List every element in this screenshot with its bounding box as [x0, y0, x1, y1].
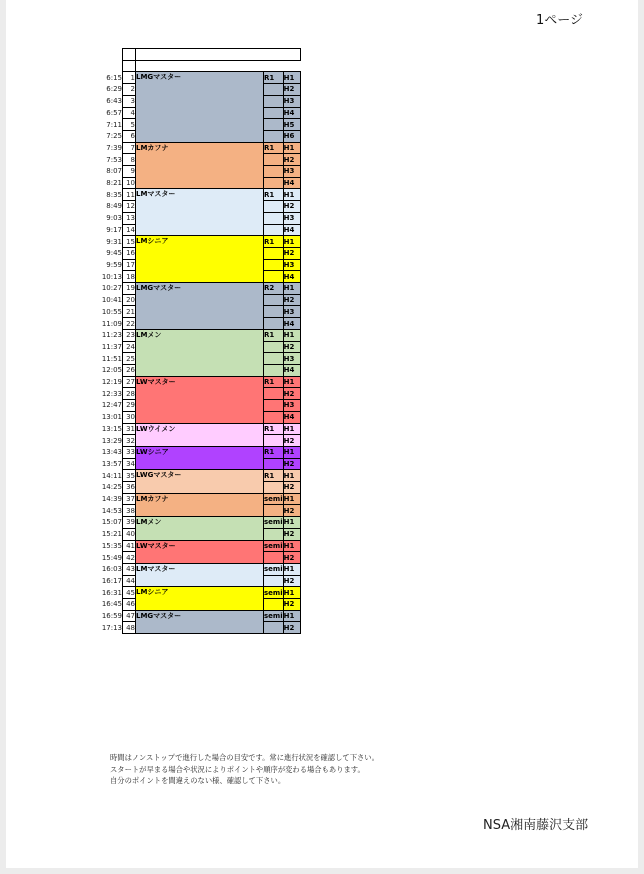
heat-label: H2: [283, 552, 300, 564]
heat-row: [88, 84, 300, 96]
heat-number: 17: [123, 259, 136, 271]
heat-row: [88, 177, 300, 189]
round-label: [264, 400, 284, 412]
heat-row: [88, 458, 300, 470]
round-label: [264, 212, 284, 224]
round-label: semi: [264, 518, 283, 527]
heat-time: 8:35: [106, 190, 122, 199]
round-label: [264, 130, 284, 142]
division-name: [136, 154, 264, 166]
heat-number: 21: [123, 306, 136, 318]
heat-label: H5: [283, 119, 300, 131]
heat-number: 23: [123, 329, 136, 341]
heat-label: H1: [283, 423, 300, 435]
heat-row: [88, 294, 300, 306]
heat-time: 13:57: [101, 459, 122, 468]
heat-label: H3: [283, 259, 300, 271]
division-name: LMマスター: [136, 189, 264, 201]
heat-row: [88, 540, 300, 552]
round-label: [264, 84, 284, 96]
heat-row: [88, 388, 300, 400]
division-name: [136, 119, 264, 131]
heat-label: H1: [283, 610, 300, 622]
round-label: semi: [264, 565, 283, 574]
heat-row: [88, 517, 300, 529]
heat-time: 14:25: [101, 483, 122, 492]
heat-number: 38: [123, 505, 136, 517]
round-label: [264, 353, 284, 365]
heat-time: 16:31: [101, 588, 122, 597]
heat-label: H1: [283, 329, 300, 341]
heat-time: 16:17: [101, 576, 122, 585]
round-label: [264, 341, 284, 353]
division-name: LWシニア: [136, 446, 264, 458]
heat-row: [88, 470, 300, 482]
heat-label: H2: [283, 528, 300, 540]
heat-row: [88, 446, 300, 458]
division-name: [136, 294, 264, 306]
heat-number: 33: [123, 446, 136, 458]
round-label: [264, 107, 284, 119]
round-label: [264, 622, 284, 634]
heat-label: H3: [283, 400, 300, 412]
heat-label: H4: [283, 107, 300, 119]
division-name: [136, 599, 264, 611]
heat-row: [88, 107, 300, 119]
heat-number: 22: [123, 318, 136, 330]
division-name: [136, 130, 264, 142]
heat-row: [88, 610, 300, 622]
heat-number: 30: [123, 411, 136, 423]
notes: [110, 752, 379, 787]
division-name: [136, 505, 264, 517]
heat-row: [88, 528, 300, 540]
heat-number: 39: [123, 517, 136, 529]
heat-label: H2: [283, 458, 300, 470]
heat-row: [88, 236, 300, 248]
division-name: [136, 400, 264, 412]
round-label: [264, 201, 284, 213]
heat-time: 11:23: [101, 331, 122, 340]
heat-row: [88, 142, 300, 154]
heat-time: 12:19: [101, 378, 122, 387]
division-name: LMメン: [136, 517, 264, 529]
header-row: [88, 49, 300, 61]
division-name: LMシニア: [136, 236, 264, 248]
round-label: R1: [264, 446, 284, 458]
division-name: [136, 166, 264, 178]
round-label: [264, 552, 284, 564]
heat-number: 18: [123, 271, 136, 283]
round-label: R2: [264, 283, 284, 295]
heat-time: 16:45: [101, 600, 122, 609]
heat-number: 4: [123, 107, 136, 119]
heat-number: 43: [123, 563, 136, 575]
division-name: [136, 107, 264, 119]
heat-label: H1: [283, 563, 300, 575]
division-name: [136, 482, 264, 494]
heat-label: H2: [283, 435, 300, 447]
heat-number: 40: [123, 528, 136, 540]
heat-number: 37: [123, 493, 136, 505]
round-label: [264, 435, 284, 447]
heat-label: H1: [283, 470, 300, 482]
heat-number: 16: [123, 247, 136, 259]
heat-label: H2: [283, 482, 300, 494]
heat-row: [88, 212, 300, 224]
heat-number: 20: [123, 294, 136, 306]
division-name: LMGマスター: [136, 283, 264, 295]
heat-number: 48: [123, 622, 136, 634]
division-name: [136, 259, 264, 271]
heat-row: [88, 482, 300, 494]
round-label: R1: [264, 189, 284, 201]
heat-row: [88, 364, 300, 376]
heat-row: [88, 435, 300, 447]
heat-time: 12:05: [101, 366, 122, 375]
heat-row: [88, 119, 300, 131]
heat-label: H2: [283, 388, 300, 400]
round-label: [264, 388, 284, 400]
heat-label: H4: [283, 271, 300, 283]
heat-schedule-table: [88, 48, 301, 634]
division-name: [136, 622, 264, 634]
heat-label: H2: [283, 201, 300, 213]
heat-number: 27: [123, 376, 136, 388]
heat-time: 16:03: [101, 565, 122, 574]
round-label: [264, 306, 284, 318]
note-line: 時間はノンストップで進行した場合の目安です。常に進行状況を確認して下さい。: [110, 753, 379, 762]
heat-label: H2: [283, 599, 300, 611]
heat-label: H1: [283, 72, 300, 84]
heat-label: H1: [283, 493, 300, 505]
heat-time: 8:07: [106, 167, 122, 176]
division-name: [136, 575, 264, 587]
heat-time: 15:07: [101, 518, 122, 527]
heat-row: [88, 271, 300, 283]
heat-number: 32: [123, 435, 136, 447]
heat-label: H2: [283, 84, 300, 96]
division-name: [136, 341, 264, 353]
heat-label: H2: [283, 622, 300, 634]
heat-label: H1: [283, 540, 300, 552]
round-label: [264, 247, 284, 259]
heat-time: 12:33: [101, 389, 122, 398]
division-name: [136, 84, 264, 96]
heat-label: H1: [283, 189, 300, 201]
heat-row: [88, 166, 300, 178]
heat-time: 7:25: [106, 132, 122, 141]
heat-row: [88, 154, 300, 166]
heat-time: 8:21: [106, 179, 122, 188]
heat-number: 45: [123, 587, 136, 599]
heat-time: 11:51: [101, 354, 122, 363]
division-name: [136, 552, 264, 564]
heat-row: [88, 329, 300, 341]
heat-number: 19: [123, 283, 136, 295]
heat-time: 6:29: [106, 85, 122, 94]
heat-label: H2: [283, 505, 300, 517]
round-label: [264, 177, 284, 189]
round-label: [264, 294, 284, 306]
round-label: [264, 154, 284, 166]
heat-label: H4: [283, 224, 300, 236]
document-page: [6, 0, 638, 868]
heat-number: 7: [123, 142, 136, 154]
heat-time: 12:47: [101, 401, 122, 410]
header-row: [88, 60, 300, 72]
heat-time: 7:53: [106, 155, 122, 164]
heat-row: [88, 563, 300, 575]
heat-label: H6: [283, 130, 300, 142]
heat-number: 8: [123, 154, 136, 166]
division-name: [136, 458, 264, 470]
heat-time: 10:55: [101, 307, 122, 316]
round-label: [264, 575, 284, 587]
heat-label: H3: [283, 353, 300, 365]
heat-number: 9: [123, 166, 136, 178]
heat-number: 28: [123, 388, 136, 400]
heat-label: H2: [283, 294, 300, 306]
heat-time: 6:15: [106, 73, 122, 82]
division-name: [136, 201, 264, 213]
heat-row: [88, 505, 300, 517]
heat-number: 46: [123, 599, 136, 611]
heat-time: 11:37: [101, 342, 122, 351]
heat-row: [88, 259, 300, 271]
heat-number: 12: [123, 201, 136, 213]
division-name: [136, 306, 264, 318]
round-label: R1: [264, 329, 284, 341]
heat-time: 14:53: [101, 506, 122, 515]
heat-label: H4: [283, 177, 300, 189]
heat-row: [88, 189, 300, 201]
heat-row: [88, 72, 300, 84]
heat-number: 6: [123, 130, 136, 142]
heat-label: H2: [283, 247, 300, 259]
round-label: [264, 364, 284, 376]
division-name: [136, 224, 264, 236]
division-name: [136, 388, 264, 400]
division-name: [136, 364, 264, 376]
organization-name: NSA湘南藤沢支部: [483, 818, 589, 833]
heat-row: [88, 306, 300, 318]
heat-time: 16:59: [101, 612, 122, 621]
round-label: R1: [264, 376, 284, 388]
round-label: [264, 599, 284, 611]
heat-time: 6:43: [106, 97, 122, 106]
heat-time: 14:11: [101, 471, 122, 480]
division-name: [136, 177, 264, 189]
heat-label: H1: [283, 236, 300, 248]
page-number: 1ページ: [536, 13, 584, 28]
heat-label: H3: [283, 212, 300, 224]
division-name: LMGマスター: [136, 610, 264, 622]
heat-time: 13:43: [101, 448, 122, 457]
heat-label: H1: [283, 142, 300, 154]
heat-number: 26: [123, 364, 136, 376]
round-label: [264, 119, 284, 131]
division-name: [136, 247, 264, 259]
heat-label: H2: [283, 575, 300, 587]
heat-label: H4: [283, 364, 300, 376]
heat-label: H3: [283, 166, 300, 178]
heat-row: [88, 341, 300, 353]
heat-number: 29: [123, 400, 136, 412]
heat-row: [88, 552, 300, 564]
heat-row: [88, 283, 300, 295]
round-label: [264, 411, 284, 423]
round-label: [264, 505, 284, 517]
heat-row: [88, 318, 300, 330]
heat-time: 10:13: [101, 272, 122, 281]
heat-time: 8:49: [106, 202, 122, 211]
heat-label: H1: [283, 376, 300, 388]
heat-label: H3: [283, 306, 300, 318]
heat-time: 15:49: [101, 553, 122, 562]
heat-time: 15:35: [101, 541, 122, 550]
heat-time: 10:41: [101, 296, 122, 305]
round-label: R1: [264, 470, 284, 482]
heat-time: 9:17: [106, 225, 122, 234]
heat-row: [88, 400, 300, 412]
heat-number: 11: [123, 189, 136, 201]
round-label: [264, 318, 284, 330]
heat-time: 9:03: [106, 214, 122, 223]
heat-row: [88, 201, 300, 213]
round-label: [264, 271, 284, 283]
heat-number: 42: [123, 552, 136, 564]
heat-label: H1: [283, 587, 300, 599]
heat-number: 47: [123, 610, 136, 622]
heat-number: 2: [123, 84, 136, 96]
heat-time: 11:09: [101, 319, 122, 328]
heat-time: 7:11: [106, 120, 122, 129]
heat-row: [88, 423, 300, 435]
heat-number: 31: [123, 423, 136, 435]
heat-label: H4: [283, 318, 300, 330]
heat-number: 44: [123, 575, 136, 587]
round-label: R1: [264, 236, 284, 248]
heat-row: [88, 622, 300, 634]
heat-row: [88, 376, 300, 388]
division-name: [136, 435, 264, 447]
heat-row: [88, 411, 300, 423]
division-name: [136, 353, 264, 365]
heat-number: 13: [123, 212, 136, 224]
heat-number: 5: [123, 119, 136, 131]
heat-time: 13:29: [101, 436, 122, 445]
heat-row: [88, 224, 300, 236]
heat-time: 9:45: [106, 249, 122, 258]
round-label: [264, 224, 284, 236]
heat-row: [88, 599, 300, 611]
round-label: [264, 166, 284, 178]
note-line: スタートが早まる場合や状況によりポイントや順序が変わる場合もあります。: [110, 764, 365, 774]
heat-label: H3: [283, 95, 300, 107]
round-label: semi: [264, 612, 283, 621]
heat-label: H4: [283, 411, 300, 423]
round-label: semi: [264, 541, 283, 550]
division-name: LMGマスター: [136, 72, 264, 84]
heat-row: [88, 587, 300, 599]
heat-number: 25: [123, 353, 136, 365]
heat-time: 7:39: [106, 143, 122, 152]
division-name: LWGマスター: [136, 470, 264, 482]
division-name: [136, 212, 264, 224]
heat-time: 13:01: [101, 413, 122, 422]
heat-number: 14: [123, 224, 136, 236]
round-label: semi: [264, 588, 283, 597]
heat-number: 35: [123, 470, 136, 482]
division-name: LWマスター: [136, 540, 264, 552]
round-label: semi: [264, 495, 283, 504]
heat-time: 6:57: [106, 108, 122, 117]
heat-label: H1: [283, 283, 300, 295]
division-name: LMカフナ: [136, 142, 264, 154]
division-name: [136, 528, 264, 540]
heat-number: 36: [123, 482, 136, 494]
division-name: LWマスター: [136, 376, 264, 388]
round-label: [264, 458, 284, 470]
heat-number: 10: [123, 177, 136, 189]
heat-label: H2: [283, 154, 300, 166]
heat-number: 24: [123, 341, 136, 353]
heat-number: 34: [123, 458, 136, 470]
division-name: LWウイメン: [136, 423, 264, 435]
round-label: R1: [264, 72, 284, 84]
heat-row: [88, 130, 300, 142]
heat-time: 9:31: [106, 237, 122, 246]
round-label: [264, 482, 284, 494]
division-name: [136, 271, 264, 283]
division-name: [136, 411, 264, 423]
heat-row: [88, 95, 300, 107]
heat-time: 14:39: [101, 495, 122, 504]
heat-time: 10:27: [101, 284, 122, 293]
heat-number: 1: [123, 72, 136, 84]
heat-number: 41: [123, 540, 136, 552]
heat-time: 9:59: [106, 261, 122, 269]
round-label: [264, 259, 284, 271]
heat-label: H1: [283, 517, 300, 529]
heat-row: [88, 493, 300, 505]
heat-time: 17:13: [101, 623, 122, 632]
heat-time: 15:21: [101, 530, 122, 539]
round-label: R1: [264, 423, 284, 435]
heat-time: 13:15: [101, 424, 122, 433]
note-line: 自分のポイントを間違えのない様、確認して下さい。: [110, 776, 286, 786]
division-name: [136, 95, 264, 107]
heat-label: H1: [283, 446, 300, 458]
round-label: R1: [264, 142, 284, 154]
round-label: [264, 95, 284, 107]
division-name: LMメン: [136, 329, 264, 341]
division-name: LMマスター: [136, 563, 264, 575]
division-name: LMカフナ: [136, 493, 264, 505]
heat-label: H2: [283, 341, 300, 353]
heat-row: [88, 247, 300, 259]
heat-number: 3: [123, 95, 136, 107]
heat-row: [88, 575, 300, 587]
round-label: [264, 528, 284, 540]
heat-number: 15: [123, 236, 136, 248]
division-name: [136, 318, 264, 330]
heat-row: [88, 353, 300, 365]
division-name: LMシニア: [136, 587, 264, 599]
